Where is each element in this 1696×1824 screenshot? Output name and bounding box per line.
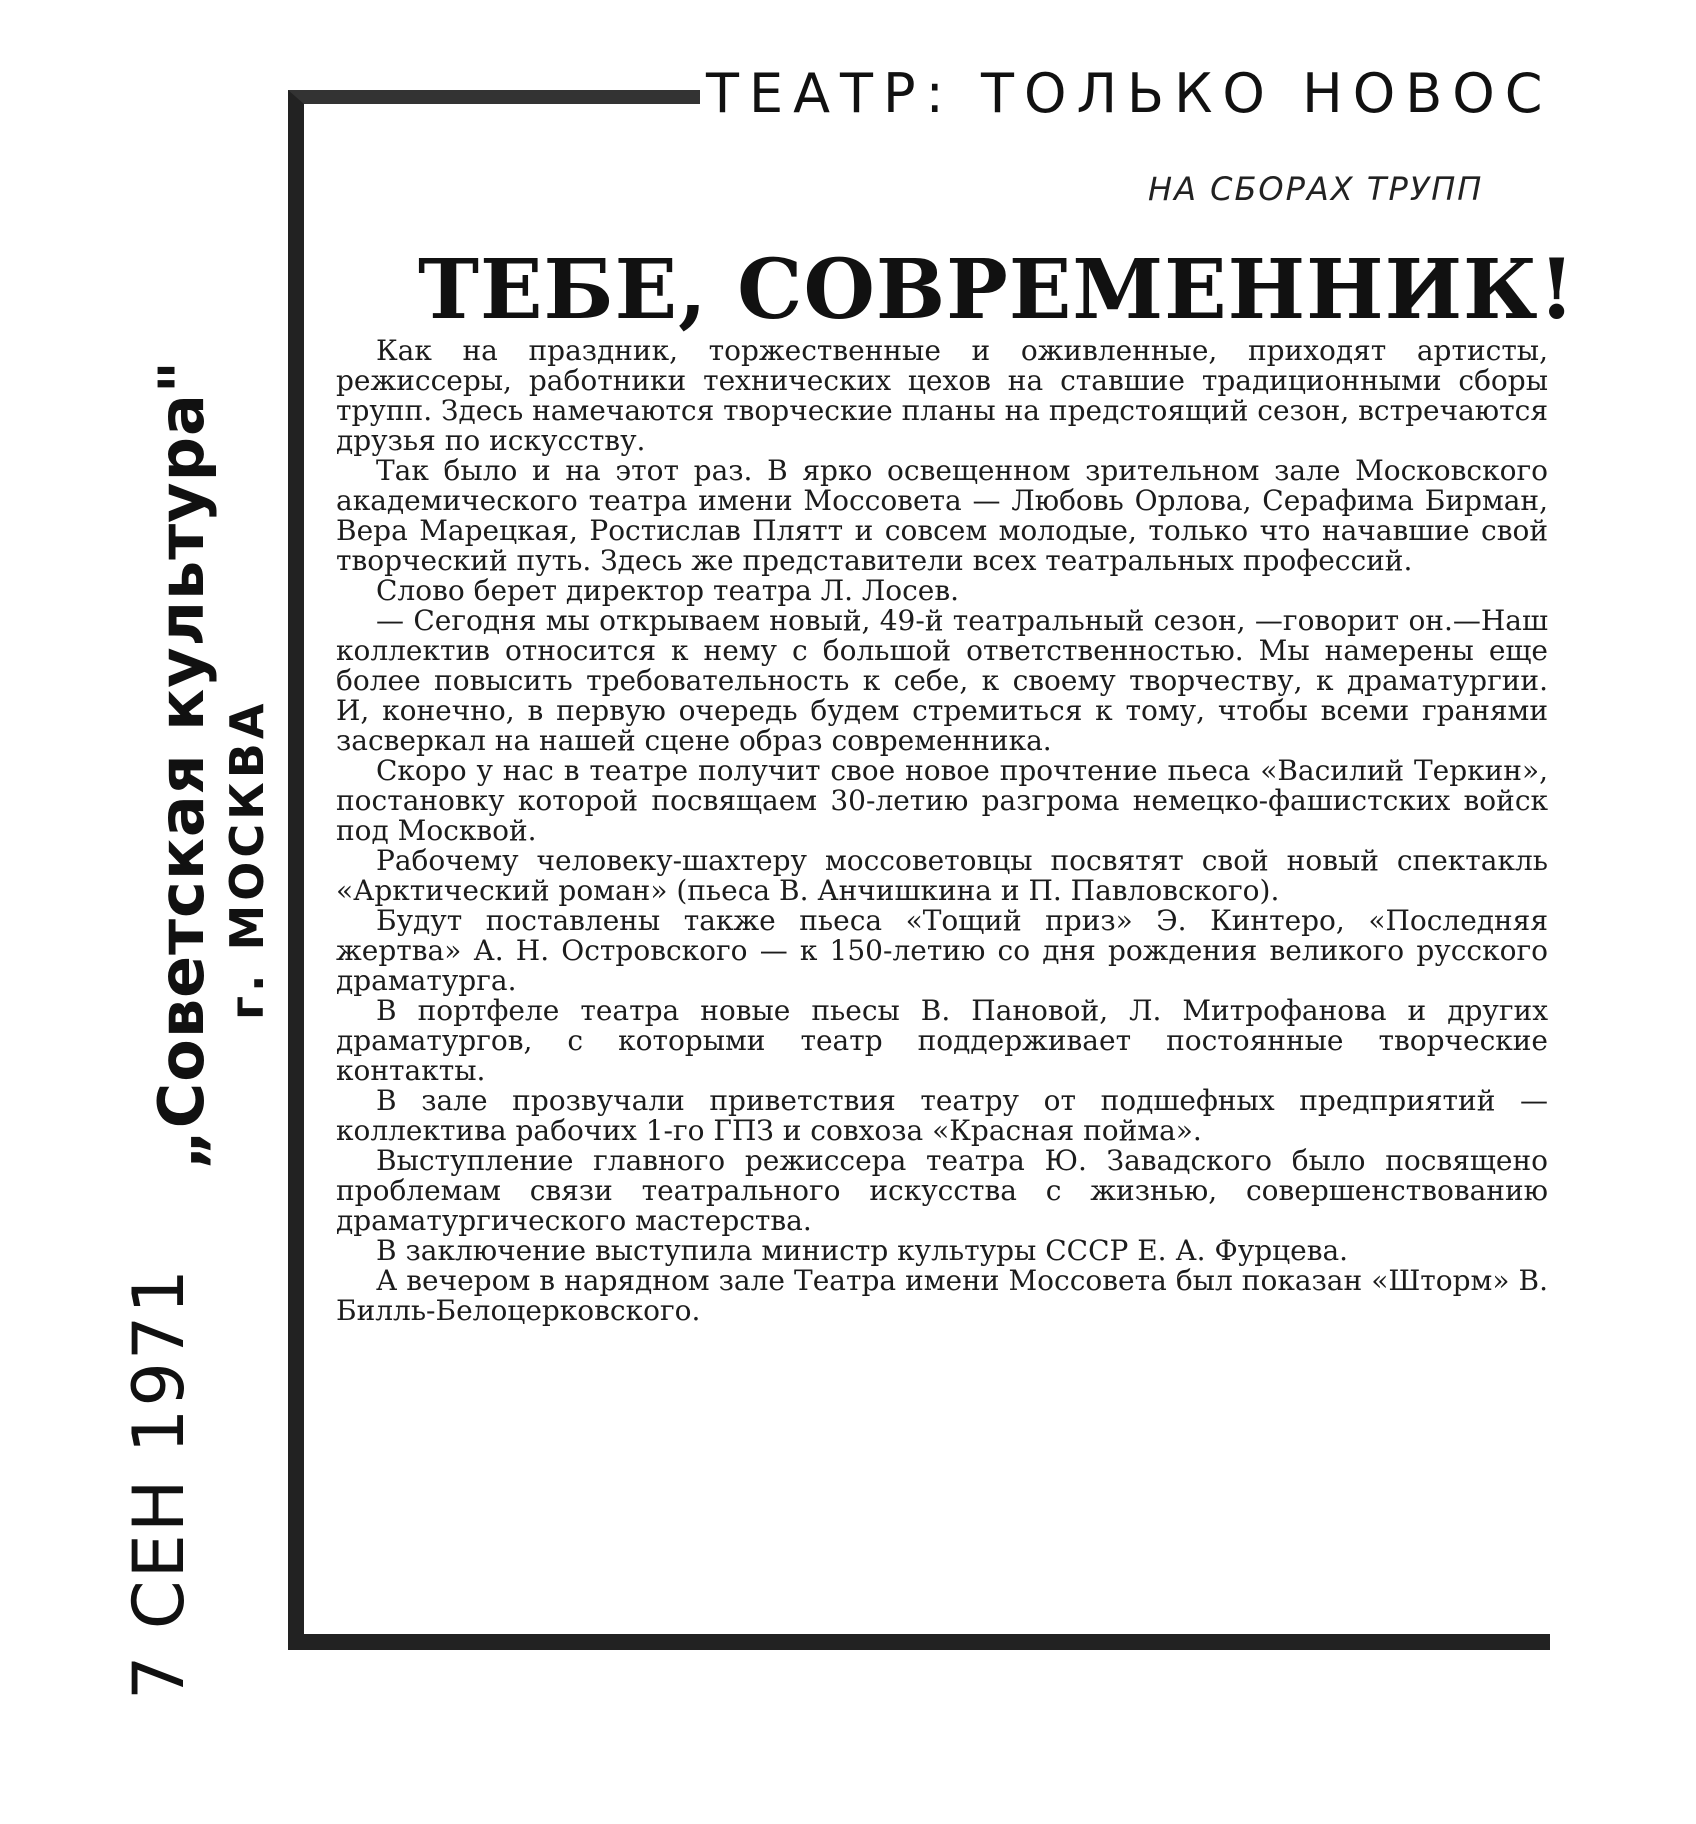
paragraph: Рабочему человеку-шахтеру моссоветовцы посвятят свой новый спектакль «Арктический роман» (пьеса В. Анчишкина и П. Павловского). xyxy=(336,844,1548,907)
section-rubric: ТЕАТР: ТОЛЬКО НОВОС xyxy=(700,62,1558,125)
paragraph: В заключение выступила министр культуры СССР Е. А. Фурцева. xyxy=(376,1234,1349,1267)
paragraph: А вечером в нарядном зале Театра имени Моссовета был показан «Шторм» В. Билль-Белоцерковского. xyxy=(336,1264,1548,1327)
paragraph: Как на праздник, торжественные и оживленные, приходят артисты, режиссеры, работники технических цехов на ставшие традиционными сборы трупп. Здесь намечаются творческие планы на предстоящий сезон, встречаются друзья по искусству. xyxy=(336,334,1548,457)
article-kicker: НА СБОРАХ ТРУПП xyxy=(1148,170,1484,208)
paragraph: Будут поставлены также пьеса «Тощий приз» Э. Кинтеро, «Последняя жертва» А. Н. Островского — к 150-летию со дня рождения великого русского драматурга. xyxy=(336,904,1548,997)
newspaper-name-stamp: „Советская культура" xyxy=(145,359,218,1170)
paragraph: Так было и на этот раз. В ярко освещенном зрительном зале Московского академического театра имени Моссовета — Любовь Орлова, Серафима Бирман, Вера Марецкая, Ростислав Плятт и совсем молодые, только что начавшие свой творческий путь. Здесь же представители всех театральных профессий. xyxy=(336,454,1548,577)
article-headline: ТЕБЕ, СОВРЕМЕННИК! xyxy=(418,242,1576,338)
paragraph: Слово берет директор театра Л. Лосев. xyxy=(376,574,960,607)
paragraph: Скоро у нас в театре получит свое новое прочтение пьеса «Василий Теркин», постановку которой посвящаем 30-летию разгрома немецко-фашистских войск под Москвой. xyxy=(336,754,1548,847)
article-body xyxy=(336,336,1548,1326)
paragraph: В зале прозвучали приветствия театру от подшефных предприятий — коллектива рабочих 1-го ГПЗ и совхоза «Красная пойма». xyxy=(336,1084,1548,1147)
paragraph: Выступление главного режиссера театра Ю. Завадского было посвящено проблемам связи театрального искусства с жизнью, совершенствованию драматургического мастерства. xyxy=(336,1144,1548,1237)
paragraph: — Сегодня мы открываем новый, 49-й театральный сезон, —говорит он.—Наш коллектив относится к нему с большой ответственностью. Мы намерены еще более повысить требовательность к себе, к своему творчеству, к драматургии. И, конечно, в первую очередь будем стремиться к тому, чтобы всеми гранями засверкал на нашей сцене образ современника. xyxy=(336,604,1548,757)
paragraph: В портфеле театра новые пьесы В. Пановой, Л. Митрофанова и других драматургов, с которыми театр поддерживает постоянные творческие контакты. xyxy=(336,994,1548,1087)
date-stamp: 7 СЕН 1971 xyxy=(118,1267,200,1700)
city-stamp: г. МОСКВА xyxy=(220,699,274,1020)
